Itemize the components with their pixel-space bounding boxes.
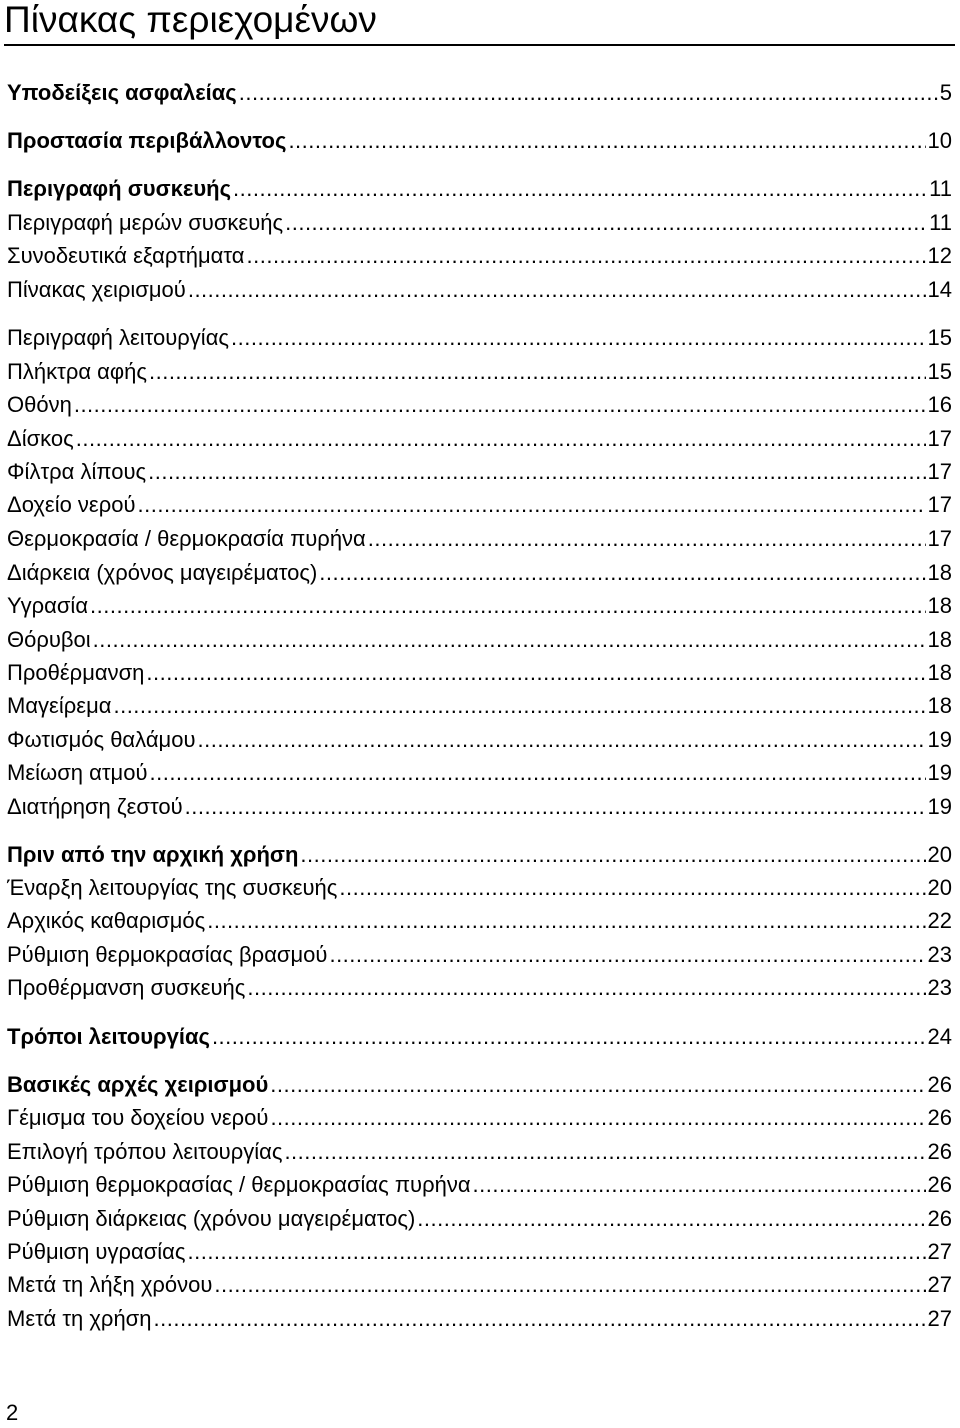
toc-entry-page: 18 <box>927 660 952 685</box>
toc-entry[interactable] <box>7 942 952 968</box>
toc-entry-page: 17 <box>927 459 952 484</box>
toc-entry-title: Υποδείξεις ασφαλείας <box>7 80 237 105</box>
toc-entry-page: 18 <box>927 693 952 718</box>
toc-entry-title: Φίλτρα λίπους <box>7 459 147 484</box>
toc-entry-page: 11 <box>929 210 952 235</box>
dot-leader <box>319 560 925 586</box>
toc-entry-page: 11 <box>929 176 952 201</box>
toc-entry-page: 20 <box>927 875 952 900</box>
dot-leader <box>154 1306 926 1332</box>
toc-entry[interactable] <box>7 392 952 418</box>
toc-entry[interactable] <box>7 727 952 753</box>
toc-entry[interactable] <box>7 1306 952 1332</box>
page-title: Πίνακας περιεχομένων <box>4 0 377 40</box>
toc-entry-page: 19 <box>927 727 952 752</box>
toc-entry-page: 26 <box>927 1206 952 1231</box>
toc-entry[interactable] <box>7 492 952 518</box>
toc-entry-title: Ρύθμιση υγρασίας <box>7 1239 186 1264</box>
toc-entry-title: Περιγραφή συσκευής <box>7 176 232 201</box>
toc-entry-title: Δίσκος <box>7 426 74 451</box>
dot-leader <box>284 1139 925 1165</box>
toc-entry-page: 27 <box>927 1306 952 1331</box>
toc-entry[interactable] <box>7 128 952 154</box>
dot-leader <box>90 593 925 619</box>
toc-entry-title: Μετά τη λήξη χρόνου <box>7 1272 213 1297</box>
toc-entry-page: 18 <box>927 627 952 652</box>
toc-entry-page: 22 <box>927 908 952 933</box>
toc-entry-page: 20 <box>927 842 952 867</box>
toc-entry-page: 18 <box>927 593 952 618</box>
toc-entry[interactable] <box>7 359 952 385</box>
toc-entry-page: 26 <box>927 1105 952 1130</box>
dot-leader <box>417 1206 925 1232</box>
toc-entry[interactable] <box>7 459 952 485</box>
toc-entry-page: 14 <box>927 277 952 302</box>
toc-entry-page: 16 <box>927 392 952 417</box>
toc-entry-title: Προθέρμανση συσκευής <box>7 975 246 1000</box>
dot-leader <box>270 1072 925 1098</box>
toc-entry-page: 27 <box>927 1239 952 1264</box>
toc-entry-title: Ρύθμιση θερμοκρασίας / θερμοκρασίας πυρήνα <box>7 1172 471 1197</box>
dot-leader <box>214 1272 925 1298</box>
toc-entry[interactable] <box>7 1172 952 1198</box>
toc-entry-title: Πίνακας χειρισμού <box>7 277 186 302</box>
toc-entry[interactable] <box>7 243 952 269</box>
toc-entry-page: 24 <box>927 1024 952 1049</box>
dot-leader <box>247 975 925 1001</box>
toc-entry-title: Θερμοκρασία / θερμοκρασία πυρήνα <box>7 526 366 551</box>
toc-entry[interactable] <box>7 975 952 1001</box>
toc-entry-title: Οθόνη <box>7 392 72 417</box>
toc-entry-title: Προστασία περιβάλλοντος <box>7 128 287 153</box>
toc-entry[interactable] <box>7 426 952 452</box>
toc-entry-page: 19 <box>927 760 952 785</box>
toc-entry-title: Ρύθμιση διάρκειας (χρόνου μαγειρέματος) <box>7 1206 416 1231</box>
dot-leader <box>300 842 925 868</box>
toc-entry[interactable] <box>7 325 952 351</box>
dot-leader <box>146 660 925 686</box>
toc-entry[interactable] <box>7 560 952 586</box>
toc-entry-page: 23 <box>927 942 952 967</box>
dot-leader <box>270 1105 925 1131</box>
toc-entry-title: Προθέρμανση <box>7 660 145 685</box>
dot-leader <box>212 1024 926 1050</box>
toc-entry[interactable] <box>7 210 952 236</box>
dot-leader <box>207 908 925 934</box>
toc-entry-page: 15 <box>927 359 952 384</box>
toc-entry-page: 18 <box>927 560 952 585</box>
toc-entry-title: Μαγείρεμα <box>7 693 112 718</box>
toc-entry[interactable] <box>7 908 952 934</box>
dot-leader <box>138 492 926 518</box>
toc-entry-title: Δοχείο νερού <box>7 492 136 517</box>
dot-leader <box>185 794 926 820</box>
dot-leader <box>93 627 926 653</box>
dot-leader <box>231 325 926 351</box>
toc-entry-page: 19 <box>927 794 952 819</box>
toc-entry-page: 26 <box>927 1072 952 1097</box>
toc-entry[interactable] <box>7 1206 952 1232</box>
page-number: 2 <box>6 1400 19 1425</box>
toc-entry[interactable] <box>7 176 952 202</box>
title-divider <box>4 44 955 46</box>
toc-entry-title: Γέμισμα του δοχείου νερού <box>7 1105 269 1130</box>
dot-leader <box>288 128 925 154</box>
toc-entry[interactable] <box>7 277 952 303</box>
toc-entry[interactable] <box>7 693 952 719</box>
toc-entry-page: 26 <box>927 1139 952 1164</box>
toc-entry-title: Υγρασία <box>7 593 89 618</box>
toc-entry[interactable] <box>7 660 952 686</box>
dot-leader <box>247 243 926 269</box>
toc-entry-title: Έναρξη λειτουργίας της συσκευής <box>7 875 338 900</box>
toc-entry-title: Πριν από την αρχική χρήση <box>7 842 299 867</box>
toc-entry[interactable] <box>7 1024 952 1050</box>
toc-entry-page: 10 <box>927 128 952 153</box>
dot-leader <box>76 426 926 452</box>
toc-entry[interactable] <box>7 875 952 901</box>
toc-entry-title: Αρχικός καθαρισμός <box>7 908 206 933</box>
toc-entry-title: Περιγραφή λειτουργίας <box>7 325 230 350</box>
toc-entry[interactable] <box>7 627 952 653</box>
toc-entry-page: 17 <box>927 492 952 517</box>
toc-entry-page: 17 <box>927 526 952 551</box>
toc-entry[interactable] <box>7 1272 952 1298</box>
dot-leader <box>148 459 925 485</box>
toc-entry-page: 5 <box>939 80 952 105</box>
toc-entry-title: Συνοδευτικά εξαρτήματα <box>7 243 245 268</box>
toc-entry[interactable] <box>7 1105 952 1131</box>
toc-entry-title: Μείωση ατμού <box>7 760 148 785</box>
toc-entry[interactable] <box>7 794 952 820</box>
toc-entry[interactable] <box>7 593 952 619</box>
dot-leader <box>285 210 927 236</box>
toc-entry-page: 27 <box>927 1272 952 1297</box>
dot-leader <box>233 176 927 202</box>
toc-entry-title: Επιλογή τρόπου λειτουργίας <box>7 1139 283 1164</box>
toc-entry-title: Διατήρηση ζεστού <box>7 794 183 819</box>
dot-leader <box>187 1239 925 1265</box>
toc-entry[interactable] <box>7 842 952 868</box>
toc-entry-title: Ρύθμιση θερμοκρασίας βρασμού <box>7 942 328 967</box>
toc-entry[interactable] <box>7 1139 952 1165</box>
dot-leader <box>329 942 925 968</box>
dot-leader <box>188 277 926 303</box>
toc-entry[interactable] <box>7 1072 952 1098</box>
toc-entry-title: Πλήκτρα αφής <box>7 359 147 384</box>
toc-entry-page: 26 <box>927 1172 952 1197</box>
toc-entry-title: Τρόποι λειτουργίας <box>7 1024 210 1049</box>
dot-leader <box>339 875 925 901</box>
dot-leader <box>197 727 925 753</box>
toc-entry-page: 12 <box>927 243 952 268</box>
toc-entry-page: 15 <box>927 325 952 350</box>
dot-leader <box>368 526 926 552</box>
toc-entry-title: Περιγραφή μερών συσκευής <box>7 210 284 235</box>
dot-leader <box>239 80 938 106</box>
toc-entry-title: Θόρυβοι <box>7 627 91 652</box>
toc-entry-title: Βασικές αρχές χειρισμού <box>7 1072 269 1097</box>
dot-leader <box>74 392 926 418</box>
toc-entry-title: Φωτισμός θαλάμου <box>7 727 196 752</box>
toc-entry-page: 23 <box>927 975 952 1000</box>
toc-entry-page: 17 <box>927 426 952 451</box>
dot-leader <box>149 359 926 385</box>
toc-entry[interactable] <box>7 1239 952 1265</box>
toc-entry-title: Διάρκεια (χρόνος μαγειρέματος) <box>7 560 318 585</box>
dot-leader <box>473 1172 926 1198</box>
toc-entry[interactable] <box>7 526 952 552</box>
toc-entry-title: Μετά τη χρήση <box>7 1306 152 1331</box>
dot-leader <box>113 693 925 719</box>
toc-entry[interactable] <box>7 80 952 106</box>
dot-leader <box>149 760 925 786</box>
toc-entry[interactable] <box>7 760 952 786</box>
